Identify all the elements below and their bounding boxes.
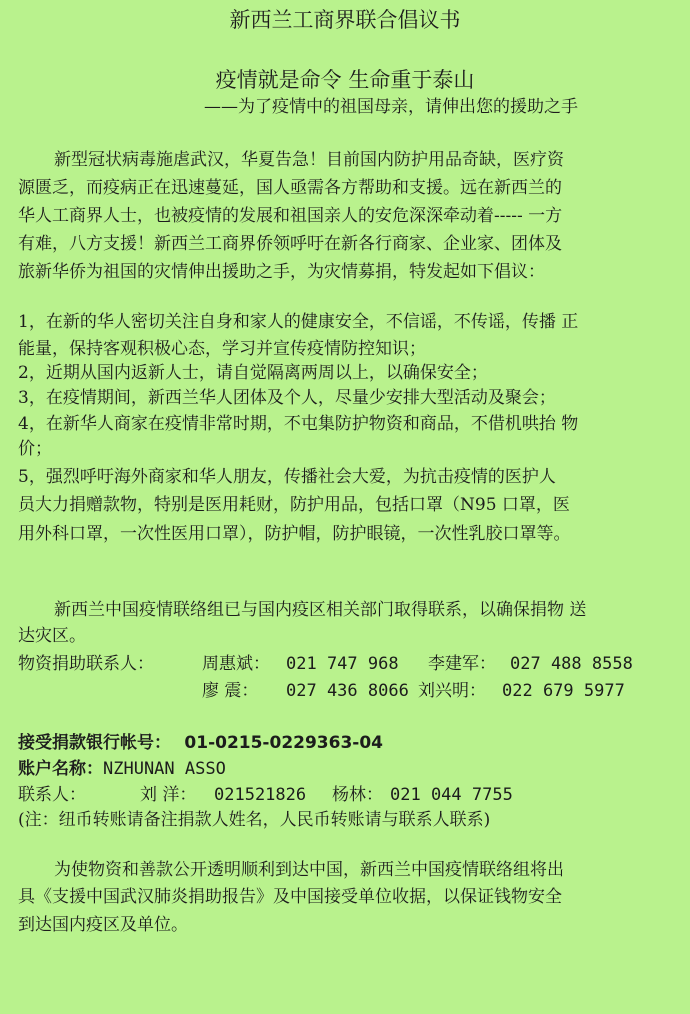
- material-contacts-row: [18, 652, 633, 676]
- proposal-line: 1，在新的华人密切关注自身和家人的健康安全，不信谣，不传谣，传播 正: [18, 312, 579, 332]
- intro-line: 源匮乏，而疫病正在迅速蔓延，国人亟需各方帮助和支援。远在新西兰的: [18, 178, 562, 198]
- account-name-label: 账户名称：: [18, 759, 103, 779]
- contact-phone: 027 488 8558: [510, 654, 633, 674]
- contact-name: 李建军：: [428, 654, 496, 674]
- proposal-line: 3，在疫情期间，新西兰华人团体及个人，尽量少安排大型活动及聚会；: [18, 388, 556, 408]
- bank-name-row: [18, 757, 226, 781]
- contact-name: 刘兴明：: [418, 681, 486, 701]
- proposal-line: 用外科口罩，一次性医用口罩），防护帽，防护眼镜，一次性乳胶口罩等。: [18, 524, 571, 544]
- contact-phone: 021 044 7755: [390, 785, 513, 805]
- closing-line: 为使物资和善款公开透明顺利到达中国，新西兰中国疫情联络组将出: [54, 860, 564, 880]
- intro-line: 华人工商界人士，也被疫情的发展和祖国亲人的安危深深牵动着----- 一方: [18, 206, 563, 226]
- document-subtitle: 疫情就是命令 生命重于泰山: [215, 68, 475, 92]
- proposal-line: 员大力捐赠款物，特别是医用耗财，防护用品，包括口罩（N95 口罩，医: [18, 495, 570, 515]
- proposal-line: 5，强烈呼吁海外商家和华人朋友，传播社会大爱，为抗击疫情的医护人: [18, 467, 556, 487]
- intro-line: 旅新华侨为祖国的灾情伸出援助之手，为灾情募捐，特发起如下倡议：: [18, 262, 545, 282]
- proposal-line: 价；: [18, 439, 52, 459]
- contact-phone: 021521826: [214, 785, 307, 805]
- contact-phone: 027 436 8066: [286, 681, 409, 701]
- dedication-line: ——为了疫情中的祖国母亲，请伸出您的援助之手: [204, 97, 578, 117]
- proposal-line: 2，近期从国内返新人士，请自觉隔离两周以上，以确保安全；: [18, 363, 488, 383]
- contact-phone: 022 679 5977: [502, 681, 625, 701]
- bank-account-row: [18, 731, 383, 755]
- contact-name: 刘 洋：: [140, 785, 197, 805]
- contact-phone: 021 747 968: [286, 654, 399, 674]
- bank-contact-label: 联系人：: [18, 785, 86, 805]
- contact-name: 杨林：: [332, 785, 383, 805]
- account-name-value: NZHUNAN ASSO: [103, 759, 226, 779]
- liaison-line: 新西兰中国疫情联络组已与国内疫区相关部门取得联系，以确保捐物 送: [54, 600, 587, 620]
- proposal-line: 4，在新华人商家在疫情非常时期，不屯集防护物资和商品，不借机哄抬 物: [18, 414, 579, 434]
- bank-note: (注：纽币转账请备注捐款人姓名，人民币转账请与联系人联系): [18, 810, 491, 830]
- closing-line: 具《支援中国武汉肺炎捐助报告》及中国接受单位收据，以保证钱物安全: [18, 887, 562, 907]
- contact-name: 周惠斌：: [202, 654, 270, 674]
- intro-line: 有难，八方支援！新西兰工商界侨领呼吁在新各行商家、企业家、团体及: [18, 234, 562, 254]
- intro-line: 新型冠状病毒施虐武汉，华夏告急！目前国内防护用品奇缺，医疗资: [54, 150, 564, 170]
- bank-account-number: 01-0215-0229363-04: [184, 733, 384, 753]
- contact-name: 廖 震：: [202, 681, 259, 701]
- proposal-line: 能量，保持客观积极心态，学习并宣传疫情防控知识；: [18, 339, 426, 359]
- closing-line: 到达国内疫区及单位。: [18, 915, 188, 935]
- bank-account-label: 接受捐款银行帐号：: [18, 733, 171, 753]
- material-contacts-label: 物资捐助联系人：: [18, 654, 154, 674]
- document-title: 新西兰工商界联合倡议书: [229, 8, 461, 32]
- material-contacts-row: [18, 679, 625, 703]
- bank-contacts-row: [18, 783, 513, 807]
- liaison-line: 达灾区。: [18, 626, 86, 646]
